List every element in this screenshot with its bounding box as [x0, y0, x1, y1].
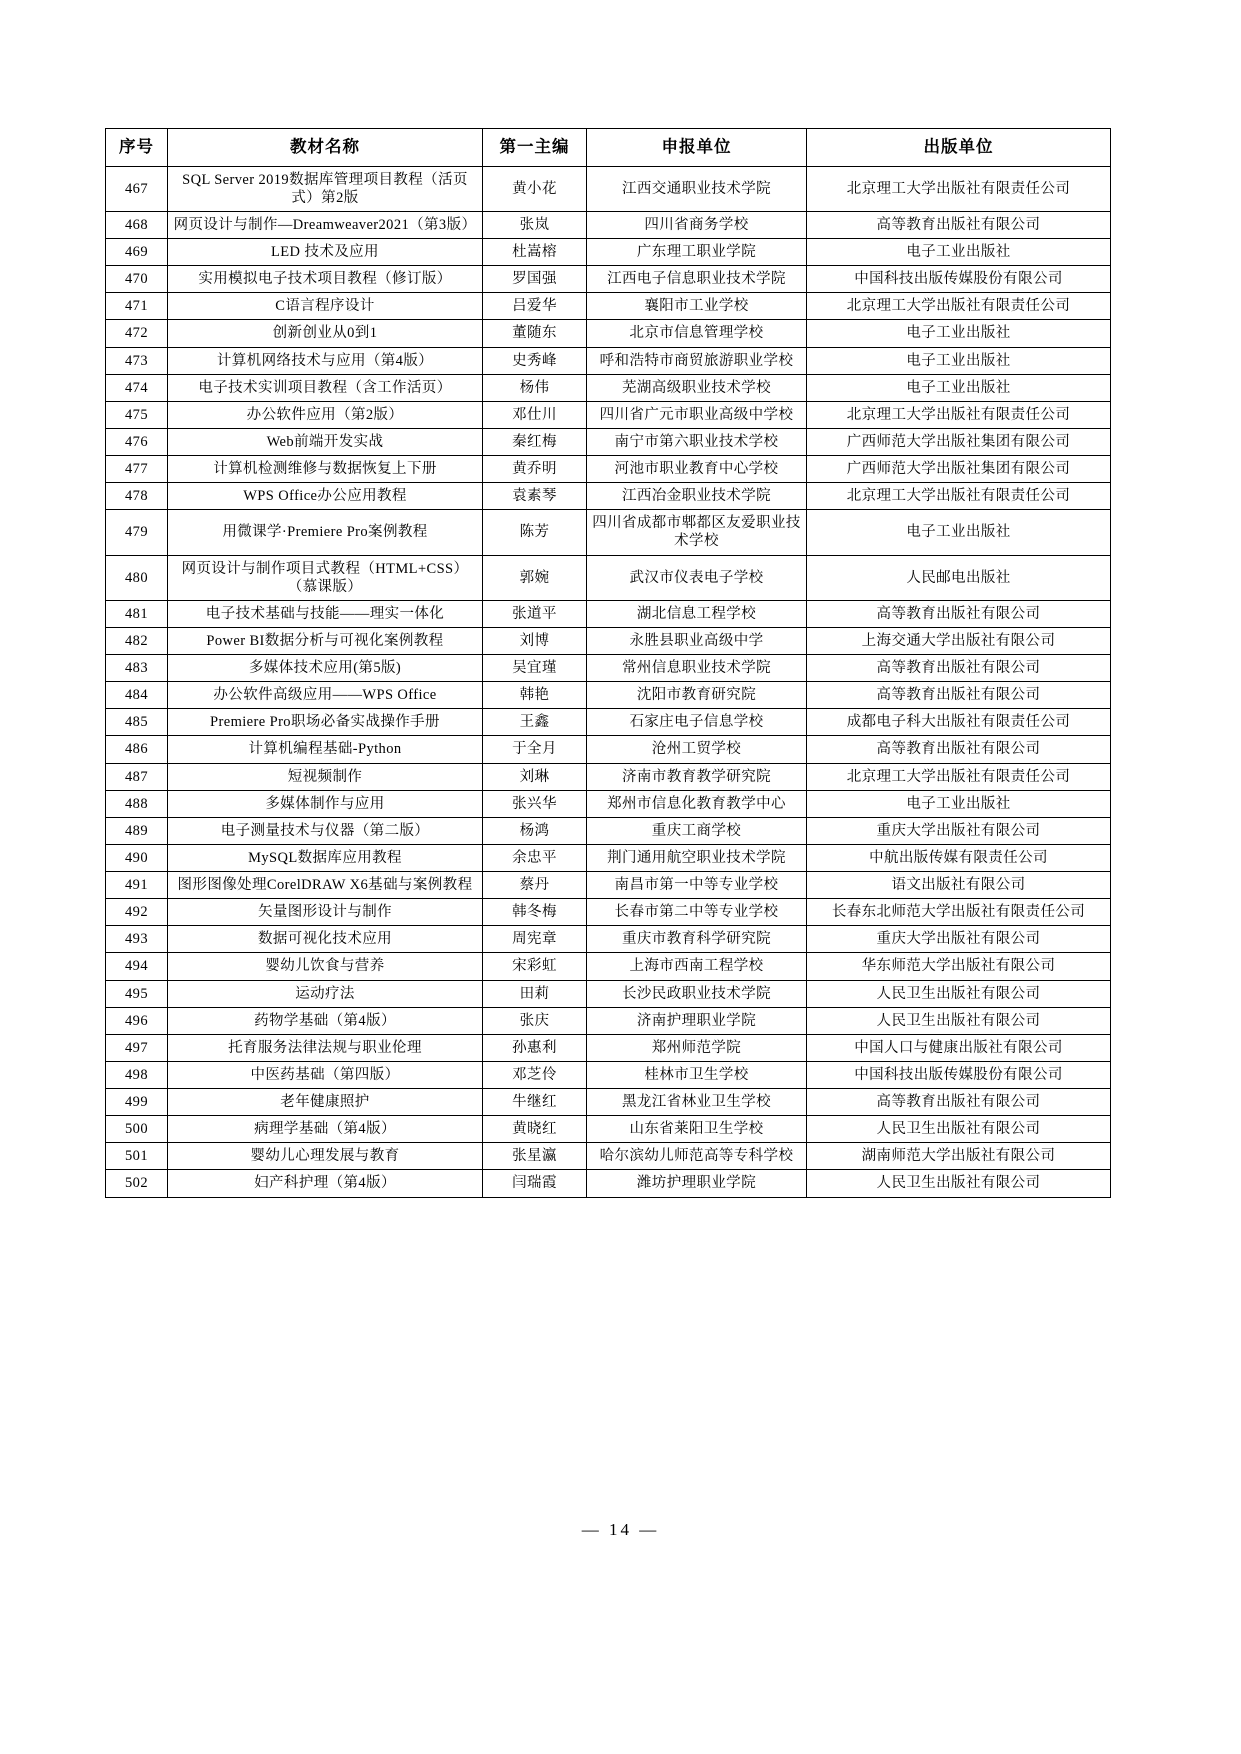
cell-textbook-name: 电子技术实训项目教程（含工作活页）: [168, 374, 483, 401]
textbook-list-table-container: [105, 128, 1110, 1198]
table-row: [106, 211, 1111, 238]
cell-chief-editor: 余忠平: [483, 844, 587, 871]
cell-applicant-unit: 长沙民政职业技术学院: [587, 980, 807, 1007]
cell-applicant-unit: 江西冶金职业技术学院: [587, 483, 807, 510]
table-row: [106, 844, 1111, 871]
cell-index: 487: [106, 763, 168, 790]
cell-chief-editor: 闫瑞霞: [483, 1170, 587, 1197]
cell-index: 490: [106, 844, 168, 871]
cell-index: 479: [106, 510, 168, 555]
table-row: [106, 627, 1111, 654]
column-header-publisher: 出版单位: [807, 129, 1111, 167]
table-row: [106, 953, 1111, 980]
cell-chief-editor: 史秀峰: [483, 347, 587, 374]
cell-chief-editor: 孙惠利: [483, 1034, 587, 1061]
cell-applicant-unit: 重庆市教育科学研究院: [587, 926, 807, 953]
cell-applicant-unit: 武汉市仪表电子学校: [587, 555, 807, 600]
cell-applicant-unit: 重庆工商学校: [587, 817, 807, 844]
cell-applicant-unit: 呼和浩特市商贸旅游职业学校: [587, 347, 807, 374]
cell-applicant-unit: 南宁市第六职业技术学校: [587, 428, 807, 455]
table-row: [106, 293, 1111, 320]
cell-chief-editor: 张兴华: [483, 790, 587, 817]
cell-textbook-name: 运动疗法: [168, 980, 483, 1007]
cell-textbook-name: 电子测量技术与仪器（第二版）: [168, 817, 483, 844]
cell-index: 478: [106, 483, 168, 510]
cell-publisher: 人民卫生出版社有限公司: [807, 1116, 1111, 1143]
column-header-textbook-name: 教材名称: [168, 129, 483, 167]
cell-index: 474: [106, 374, 168, 401]
cell-applicant-unit: 荆门通用航空职业技术学院: [587, 844, 807, 871]
table-row: [106, 347, 1111, 374]
cell-publisher: 电子工业出版社: [807, 510, 1111, 555]
table-row: [106, 555, 1111, 600]
cell-textbook-name: SQL Server 2019数据库管理项目教程（活页式）第2版: [168, 166, 483, 211]
cell-index: 473: [106, 347, 168, 374]
cell-index: 481: [106, 600, 168, 627]
table-row: [106, 510, 1111, 555]
table-row: [106, 1034, 1111, 1061]
table-row: [106, 1007, 1111, 1034]
cell-applicant-unit: 济南市教育教学研究院: [587, 763, 807, 790]
cell-index: 484: [106, 682, 168, 709]
cell-index: 491: [106, 872, 168, 899]
cell-textbook-name: Power BI数据分析与可视化案例教程: [168, 627, 483, 654]
cell-applicant-unit: 襄阳市工业学校: [587, 293, 807, 320]
cell-index: 471: [106, 293, 168, 320]
cell-index: 486: [106, 736, 168, 763]
cell-publisher: 高等教育出版社有限公司: [807, 682, 1111, 709]
cell-chief-editor: 郭婉: [483, 555, 587, 600]
cell-applicant-unit: 北京市信息管理学校: [587, 320, 807, 347]
cell-textbook-name: MySQL数据库应用教程: [168, 844, 483, 871]
cell-publisher: 湖南师范大学出版社有限公司: [807, 1143, 1111, 1170]
cell-chief-editor: 杨伟: [483, 374, 587, 401]
cell-publisher: 重庆大学出版社有限公司: [807, 926, 1111, 953]
table-row: [106, 709, 1111, 736]
table-row: [106, 790, 1111, 817]
cell-index: 489: [106, 817, 168, 844]
cell-index: 475: [106, 401, 168, 428]
textbook-list-table: [105, 128, 1111, 1198]
cell-index: 494: [106, 953, 168, 980]
cell-chief-editor: 邓芝伶: [483, 1061, 587, 1088]
table-row: [106, 483, 1111, 510]
cell-publisher: 华东师范大学出版社有限公司: [807, 953, 1111, 980]
cell-applicant-unit: 四川省广元市职业高级中学校: [587, 401, 807, 428]
table-row: [106, 1116, 1111, 1143]
cell-applicant-unit: 哈尔滨幼儿师范高等专科学校: [587, 1143, 807, 1170]
cell-applicant-unit: 郑州市信息化教育教学中心: [587, 790, 807, 817]
cell-textbook-name: LED 技术及应用: [168, 239, 483, 266]
cell-textbook-name: 老年健康照护: [168, 1089, 483, 1116]
cell-publisher: 人民卫生出版社有限公司: [807, 980, 1111, 1007]
cell-textbook-name: 药物学基础（第4版）: [168, 1007, 483, 1034]
cell-index: 483: [106, 655, 168, 682]
cell-publisher: 上海交通大学出版社有限公司: [807, 627, 1111, 654]
cell-index: 470: [106, 266, 168, 293]
cell-chief-editor: 于全月: [483, 736, 587, 763]
cell-publisher: 北京理工大学出版社有限责任公司: [807, 293, 1111, 320]
cell-applicant-unit: 沧州工贸学校: [587, 736, 807, 763]
cell-publisher: 长春东北师范大学出版社有限责任公司: [807, 899, 1111, 926]
cell-textbook-name: 多媒体技术应用(第5版): [168, 655, 483, 682]
cell-publisher: 高等教育出版社有限公司: [807, 1089, 1111, 1116]
table-row: [106, 1143, 1111, 1170]
cell-publisher: 北京理工大学出版社有限责任公司: [807, 763, 1111, 790]
cell-applicant-unit: 芜湖高级职业技术学校: [587, 374, 807, 401]
cell-publisher: 广西师范大学出版社集团有限公司: [807, 456, 1111, 483]
cell-textbook-name: 婴幼儿心理发展与教育: [168, 1143, 483, 1170]
cell-index: 501: [106, 1143, 168, 1170]
table-row: [106, 655, 1111, 682]
column-header-applicant-unit: 申报单位: [587, 129, 807, 167]
cell-publisher: 电子工业出版社: [807, 790, 1111, 817]
cell-chief-editor: 刘博: [483, 627, 587, 654]
cell-index: 500: [106, 1116, 168, 1143]
cell-textbook-name: 妇产科护理（第4版）: [168, 1170, 483, 1197]
cell-applicant-unit: 广东理工职业学院: [587, 239, 807, 266]
cell-publisher: 人民邮电出版社: [807, 555, 1111, 600]
page-number: — 14 —: [581, 1520, 660, 1539]
table-row: [106, 266, 1111, 293]
cell-applicant-unit: 山东省莱阳卫生学校: [587, 1116, 807, 1143]
table-row: [106, 763, 1111, 790]
cell-publisher: 中国科技出版传媒股份有限公司: [807, 1061, 1111, 1088]
cell-chief-editor: 张道平: [483, 600, 587, 627]
table-row: [106, 320, 1111, 347]
cell-textbook-name: C语言程序设计: [168, 293, 483, 320]
cell-publisher: 电子工业出版社: [807, 347, 1111, 374]
cell-applicant-unit: 四川省商务学校: [587, 211, 807, 238]
column-header-chief-editor: 第一主编: [483, 129, 587, 167]
cell-publisher: 北京理工大学出版社有限责任公司: [807, 401, 1111, 428]
cell-applicant-unit: 常州信息职业技术学院: [587, 655, 807, 682]
cell-index: 485: [106, 709, 168, 736]
cell-chief-editor: 秦红梅: [483, 428, 587, 455]
cell-chief-editor: 蔡丹: [483, 872, 587, 899]
table-row: [106, 980, 1111, 1007]
cell-chief-editor: 田莉: [483, 980, 587, 1007]
cell-textbook-name: 多媒体制作与应用: [168, 790, 483, 817]
cell-applicant-unit: 河池市职业教育中心学校: [587, 456, 807, 483]
table-row: [106, 872, 1111, 899]
cell-publisher: 中国人口与健康出版社有限公司: [807, 1034, 1111, 1061]
cell-textbook-name: 网页设计与制作—Dreamweaver2021（第3版）: [168, 211, 483, 238]
cell-applicant-unit: 桂林市卫生学校: [587, 1061, 807, 1088]
table-row: [106, 456, 1111, 483]
cell-publisher: 中国科技出版传媒股份有限公司: [807, 266, 1111, 293]
cell-index: 488: [106, 790, 168, 817]
cell-chief-editor: 吕爱华: [483, 293, 587, 320]
column-header-index: 序号: [106, 129, 168, 167]
cell-textbook-name: 托育服务法律法规与职业伦理: [168, 1034, 483, 1061]
table-row: [106, 682, 1111, 709]
cell-chief-editor: 张庆: [483, 1007, 587, 1034]
cell-chief-editor: 董随东: [483, 320, 587, 347]
cell-applicant-unit: 长春市第二中等专业学校: [587, 899, 807, 926]
cell-index: 482: [106, 627, 168, 654]
cell-index: 497: [106, 1034, 168, 1061]
cell-textbook-name: 计算机编程基础-Python: [168, 736, 483, 763]
cell-publisher: 中航出版传媒有限责任公司: [807, 844, 1111, 871]
cell-textbook-name: 网页设计与制作项目式教程（HTML+CSS）（慕课版）: [168, 555, 483, 600]
cell-index: 496: [106, 1007, 168, 1034]
cell-index: 493: [106, 926, 168, 953]
cell-chief-editor: 刘琳: [483, 763, 587, 790]
cell-textbook-name: 图形图像处理CorelDRAW X6基础与案例教程: [168, 872, 483, 899]
cell-index: 495: [106, 980, 168, 1007]
cell-textbook-name: 办公软件应用（第2版）: [168, 401, 483, 428]
cell-textbook-name: 创新创业从0到1: [168, 320, 483, 347]
cell-applicant-unit: 江西电子信息职业技术学院: [587, 266, 807, 293]
cell-index: 492: [106, 899, 168, 926]
cell-chief-editor: 黄小花: [483, 166, 587, 211]
cell-publisher: 人民卫生出版社有限公司: [807, 1170, 1111, 1197]
cell-textbook-name: 计算机检测维修与数据恢复上下册: [168, 456, 483, 483]
cell-chief-editor: 黄晓红: [483, 1116, 587, 1143]
table-row: [106, 1089, 1111, 1116]
cell-publisher: 电子工业出版社: [807, 239, 1111, 266]
cell-applicant-unit: 石家庄电子信息学校: [587, 709, 807, 736]
cell-publisher: 电子工业出版社: [807, 374, 1111, 401]
table-row: [106, 239, 1111, 266]
cell-chief-editor: 牛继红: [483, 1089, 587, 1116]
cell-chief-editor: 韩艳: [483, 682, 587, 709]
cell-index: 472: [106, 320, 168, 347]
table-header-row: [106, 129, 1111, 167]
cell-chief-editor: 杨鸿: [483, 817, 587, 844]
table-row: [106, 374, 1111, 401]
cell-chief-editor: 罗国强: [483, 266, 587, 293]
cell-index: 498: [106, 1061, 168, 1088]
cell-textbook-name: 数据可视化技术应用: [168, 926, 483, 953]
cell-textbook-name: 中医药基础（第四版）: [168, 1061, 483, 1088]
cell-index: 499: [106, 1089, 168, 1116]
cell-chief-editor: 黄乔明: [483, 456, 587, 483]
cell-chief-editor: 张星瀛: [483, 1143, 587, 1170]
table-row: [106, 736, 1111, 763]
table-row: [106, 926, 1111, 953]
cell-index: 502: [106, 1170, 168, 1197]
cell-applicant-unit: 潍坊护理职业学院: [587, 1170, 807, 1197]
table-row: [106, 817, 1111, 844]
cell-applicant-unit: 上海市西南工程学校: [587, 953, 807, 980]
cell-index: 480: [106, 555, 168, 600]
cell-textbook-name: WPS Office办公应用教程: [168, 483, 483, 510]
cell-publisher: 北京理工大学出版社有限责任公司: [807, 166, 1111, 211]
cell-chief-editor: 张岚: [483, 211, 587, 238]
cell-chief-editor: 韩冬梅: [483, 899, 587, 926]
cell-chief-editor: 王鑫: [483, 709, 587, 736]
cell-publisher: 高等教育出版社有限公司: [807, 600, 1111, 627]
cell-textbook-name: 病理学基础（第4版）: [168, 1116, 483, 1143]
cell-textbook-name: Premiere Pro职场必备实战操作手册: [168, 709, 483, 736]
cell-applicant-unit: 济南护理职业学院: [587, 1007, 807, 1034]
cell-chief-editor: 宋彩虹: [483, 953, 587, 980]
cell-applicant-unit: 沈阳市教育研究院: [587, 682, 807, 709]
cell-applicant-unit: 湖北信息工程学校: [587, 600, 807, 627]
cell-chief-editor: 周宪章: [483, 926, 587, 953]
cell-textbook-name: 实用模拟电子技术项目教程（修订版）: [168, 266, 483, 293]
cell-index: 469: [106, 239, 168, 266]
cell-publisher: 高等教育出版社有限公司: [807, 211, 1111, 238]
cell-applicant-unit: 黑龙江省林业卫生学校: [587, 1089, 807, 1116]
cell-index: 477: [106, 456, 168, 483]
table-row: [106, 1170, 1111, 1197]
cell-applicant-unit: 永胜县职业高级中学: [587, 627, 807, 654]
cell-applicant-unit: 郑州师范学院: [587, 1034, 807, 1061]
cell-textbook-name: 电子技术基础与技能——理实一体化: [168, 600, 483, 627]
cell-publisher: 北京理工大学出版社有限责任公司: [807, 483, 1111, 510]
cell-index: 476: [106, 428, 168, 455]
cell-textbook-name: 短视频制作: [168, 763, 483, 790]
cell-textbook-name: 婴幼儿饮食与营养: [168, 953, 483, 980]
cell-applicant-unit: 江西交通职业技术学院: [587, 166, 807, 211]
table-row: [106, 600, 1111, 627]
cell-index: 468: [106, 211, 168, 238]
cell-textbook-name: Web前端开发实战: [168, 428, 483, 455]
cell-applicant-unit: 四川省成都市郫都区友爱职业技术学校: [587, 510, 807, 555]
cell-chief-editor: 陈芳: [483, 510, 587, 555]
cell-index: 467: [106, 166, 168, 211]
cell-publisher: 电子工业出版社: [807, 320, 1111, 347]
table-row: [106, 428, 1111, 455]
table-row: [106, 401, 1111, 428]
cell-publisher: 高等教育出版社有限公司: [807, 736, 1111, 763]
cell-publisher: 广西师范大学出版社集团有限公司: [807, 428, 1111, 455]
cell-applicant-unit: 南昌市第一中等专业学校: [587, 872, 807, 899]
cell-publisher: 高等教育出版社有限公司: [807, 655, 1111, 682]
cell-chief-editor: 吴宜瑾: [483, 655, 587, 682]
cell-chief-editor: 邓仕川: [483, 401, 587, 428]
cell-chief-editor: 袁素琴: [483, 483, 587, 510]
table-header: [106, 129, 1111, 167]
cell-publisher: 成都电子科大出版社有限责任公司: [807, 709, 1111, 736]
cell-chief-editor: 杜嵩榕: [483, 239, 587, 266]
table-row: [106, 166, 1111, 211]
cell-publisher: 人民卫生出版社有限公司: [807, 1007, 1111, 1034]
cell-textbook-name: 计算机网络技术与应用（第4版）: [168, 347, 483, 374]
cell-publisher: 语文出版社有限公司: [807, 872, 1111, 899]
table-row: [106, 899, 1111, 926]
cell-publisher: 重庆大学出版社有限公司: [807, 817, 1111, 844]
table-body: [106, 166, 1111, 1197]
cell-textbook-name: 用微课学·Premiere Pro案例教程: [168, 510, 483, 555]
cell-textbook-name: 矢量图形设计与制作: [168, 899, 483, 926]
table-row: [106, 1061, 1111, 1088]
cell-textbook-name: 办公软件高级应用——WPS Office: [168, 682, 483, 709]
